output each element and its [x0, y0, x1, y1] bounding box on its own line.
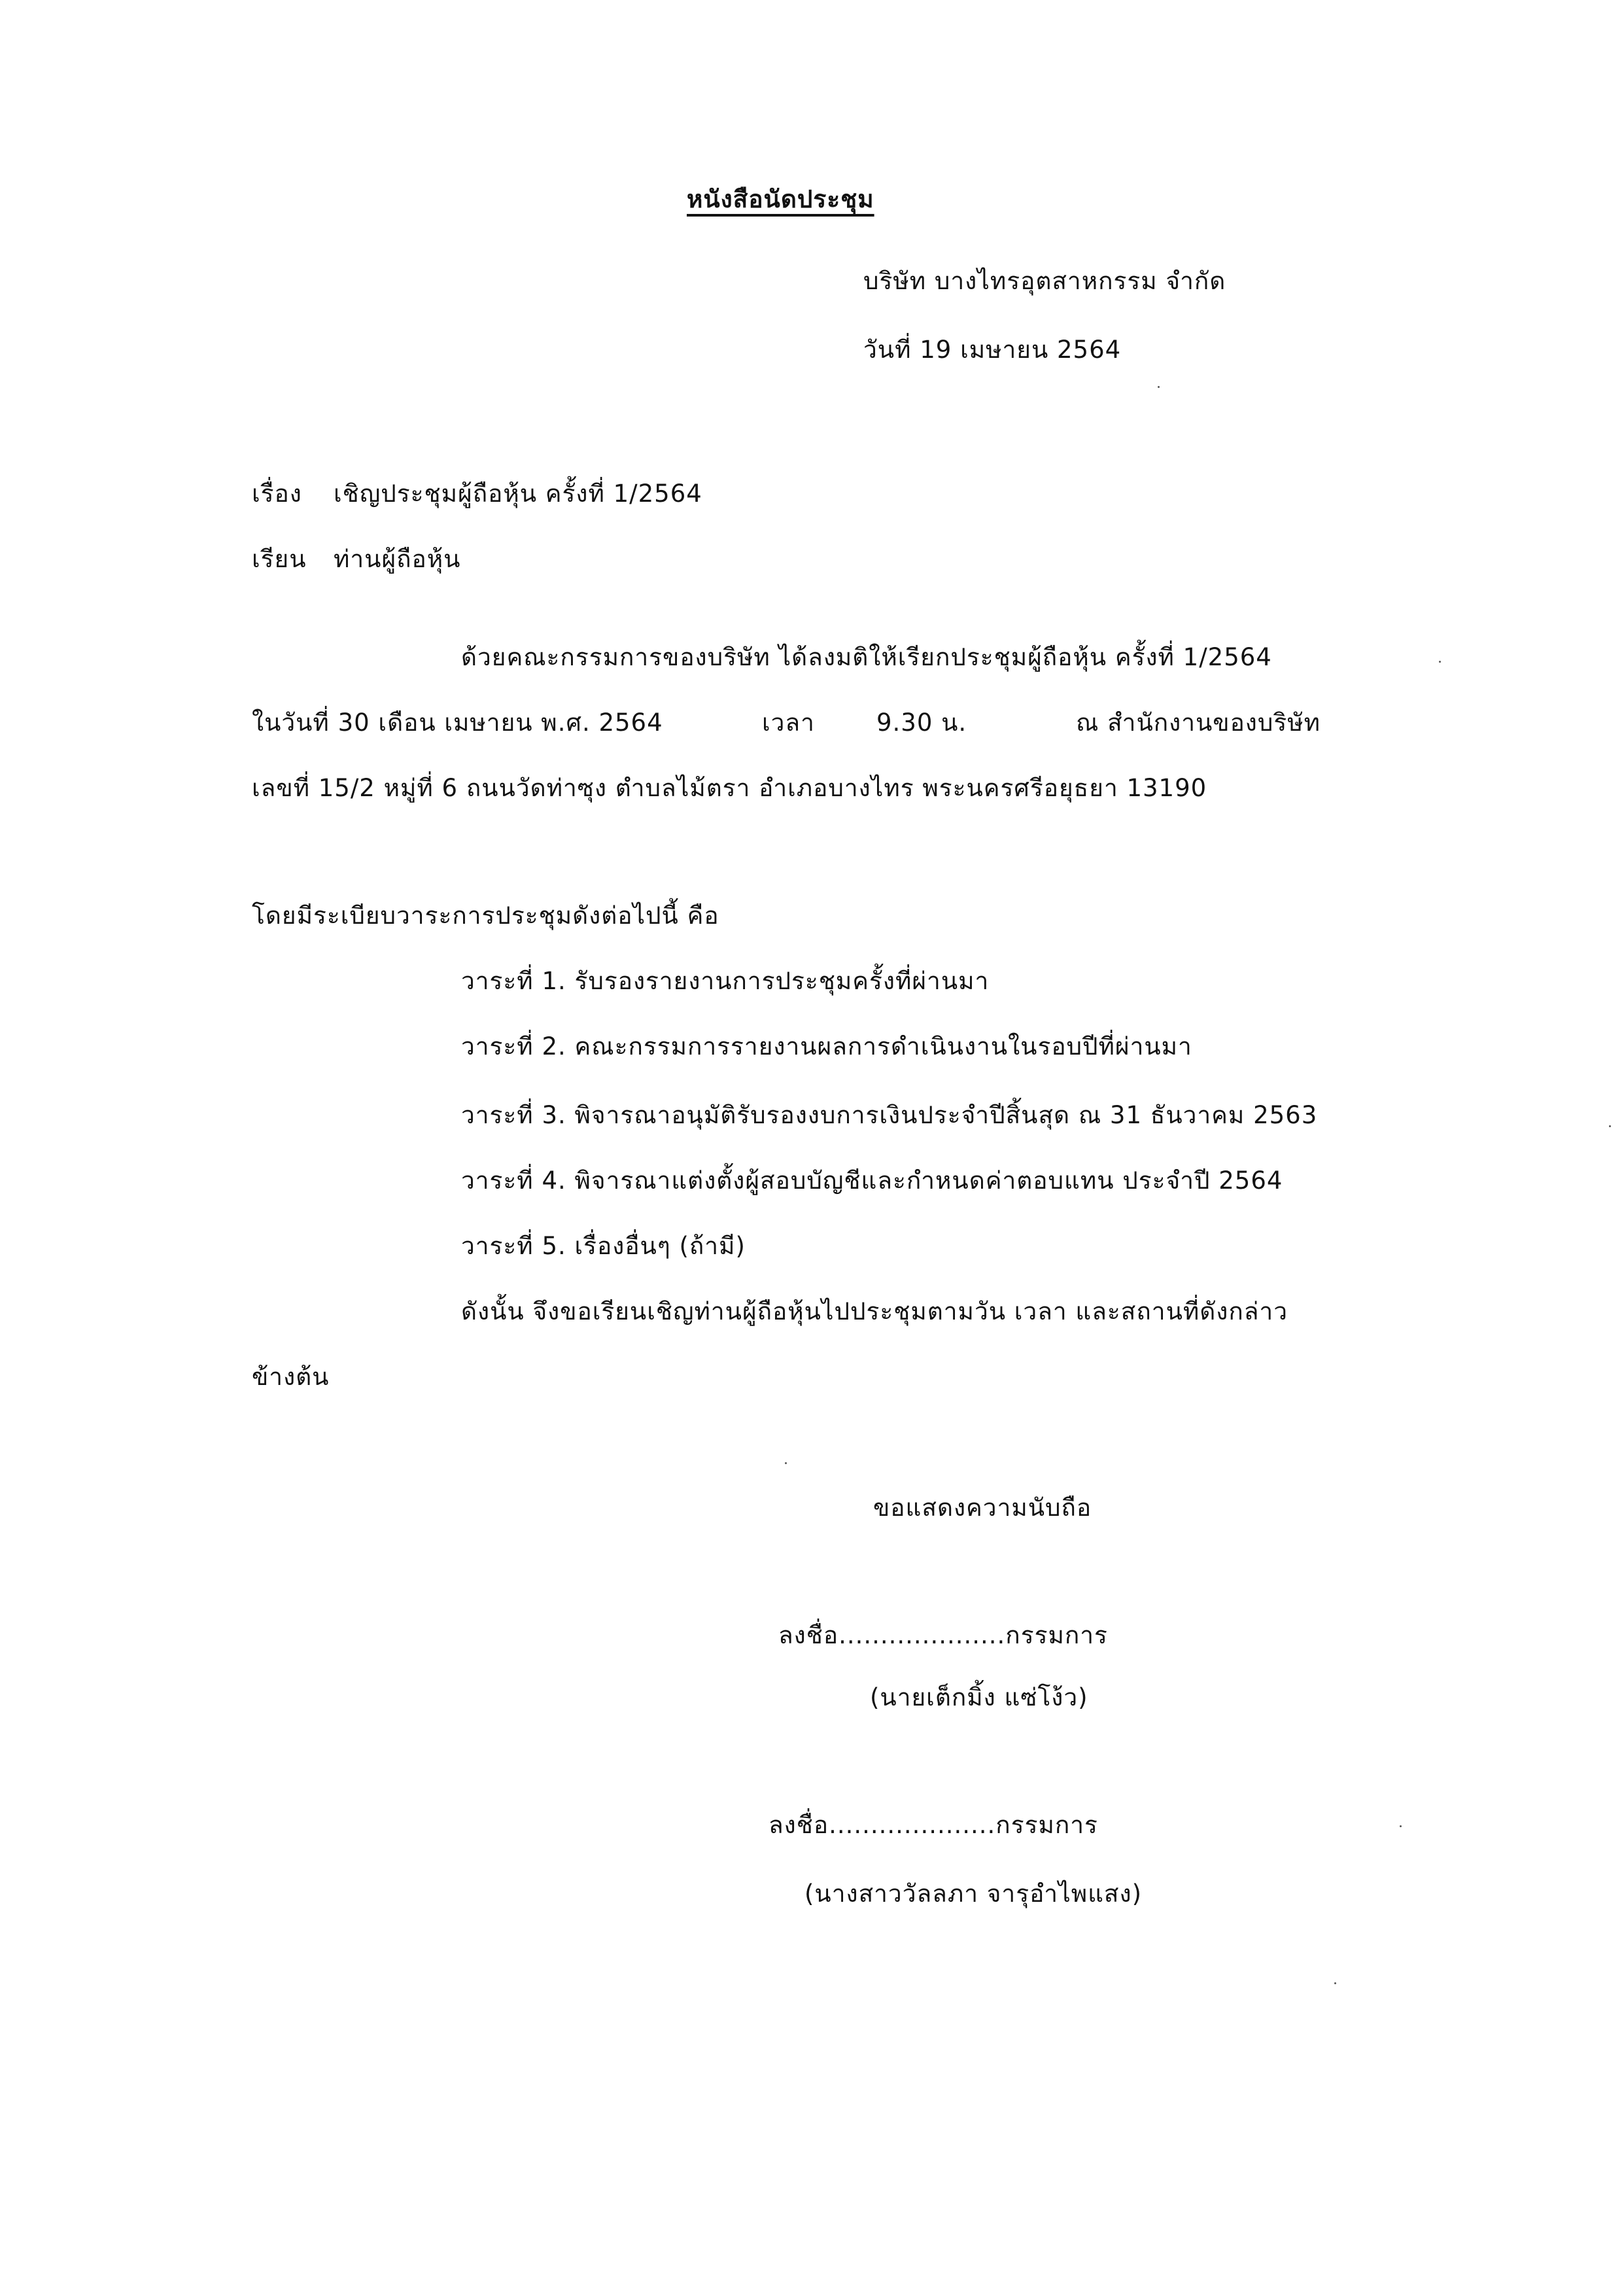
signature-line: ลงชื่อ....................กรรมการ: [778, 1621, 1108, 1649]
scan-speck: [1439, 661, 1441, 663]
subject-text: เชิญประชุมผู้ถือหุ้น ครั้งที่ 1/2564: [334, 480, 702, 508]
body-line-2-date: ในวันที่ 30 เดือน เมษายน พ.ศ. 2564: [252, 709, 663, 737]
body-line-1: ด้วยคณะกรรมการของบริษัท ได้ลงมติให้เรียกประชุมผู้ถือหุ้น ครั้งที่ 1/2564: [461, 643, 1272, 671]
to-label: เรียน: [252, 545, 307, 573]
scan-speck: [1158, 386, 1160, 388]
signatory-name: (นางสาววัลลภา จารุอำไพแสง): [804, 1880, 1143, 1908]
body-line-2-time: 9.30 น.: [876, 709, 967, 737]
body-line-2-time-label: เวลา: [762, 709, 815, 737]
agenda-item: วาระที่ 5. เรื่องอื่นๆ (ถ้ามี): [461, 1232, 746, 1260]
subject-label: เรื่อง: [252, 480, 302, 508]
signatory-name: (นายเต็กมิ้ง แซ่โง้ว): [870, 1683, 1088, 1711]
agenda-intro: โดยมีระเบียบวาระการประชุมดังต่อไปนี้ คือ: [252, 902, 719, 930]
body-line-3-address: เลขที่ 15/2 หมู่ที่ 6 ถนนวัดท่าซุง ตำบลไม้ตรา อำเภอบางไทร พระนครศรีอยุธยา 13190: [252, 774, 1207, 802]
scan-speck: [1609, 1125, 1611, 1127]
agenda-item: วาระที่ 2. คณะกรรมการรายงานผลการดำเนินงานในรอบปีที่ผ่านมา: [461, 1032, 1192, 1060]
body-line-2-place: ณ สำนักงานของบริษัท: [1076, 709, 1321, 737]
scan-speck: [785, 1462, 787, 1464]
to-text: ท่านผู้ถือหุ้น: [334, 545, 461, 573]
scan-speck: [1400, 1825, 1402, 1827]
regards: ขอแสดงความนับถือ: [873, 1494, 1092, 1522]
agenda-item: วาระที่ 3. พิจารณาอนุมัติรับรองงบการเงินประจำปีสิ้นสุด ณ 31 ธันวาคม 2563: [461, 1101, 1318, 1129]
agenda-item: วาระที่ 1. รับรองรายงานการประชุมครั้งที่ผ่านมา: [461, 967, 990, 995]
scan-speck: [1334, 1982, 1336, 1984]
document-title: หนังสือนัดประชุม: [687, 185, 874, 213]
document-date: วันที่ 19 เมษายน 2564: [863, 336, 1122, 364]
signature-line: ลงชื่อ....................กรรมการ: [769, 1811, 1098, 1839]
agenda-item: วาระที่ 4. พิจารณาแต่งตั้งผู้สอบบัญชีและกำหนดค่าตอบแทน ประจำปี 2564: [461, 1166, 1283, 1195]
closing-line-2: ข้างต้น: [252, 1363, 330, 1391]
company-name: บริษัท บางไทรอุตสาหกรรม จำกัด: [863, 267, 1226, 295]
closing-line-1: ดังนั้น จึงขอเรียนเชิญท่านผู้ถือหุ้นไปประชุมตามวัน เวลา และสถานที่ดังกล่าว: [461, 1297, 1288, 1325]
